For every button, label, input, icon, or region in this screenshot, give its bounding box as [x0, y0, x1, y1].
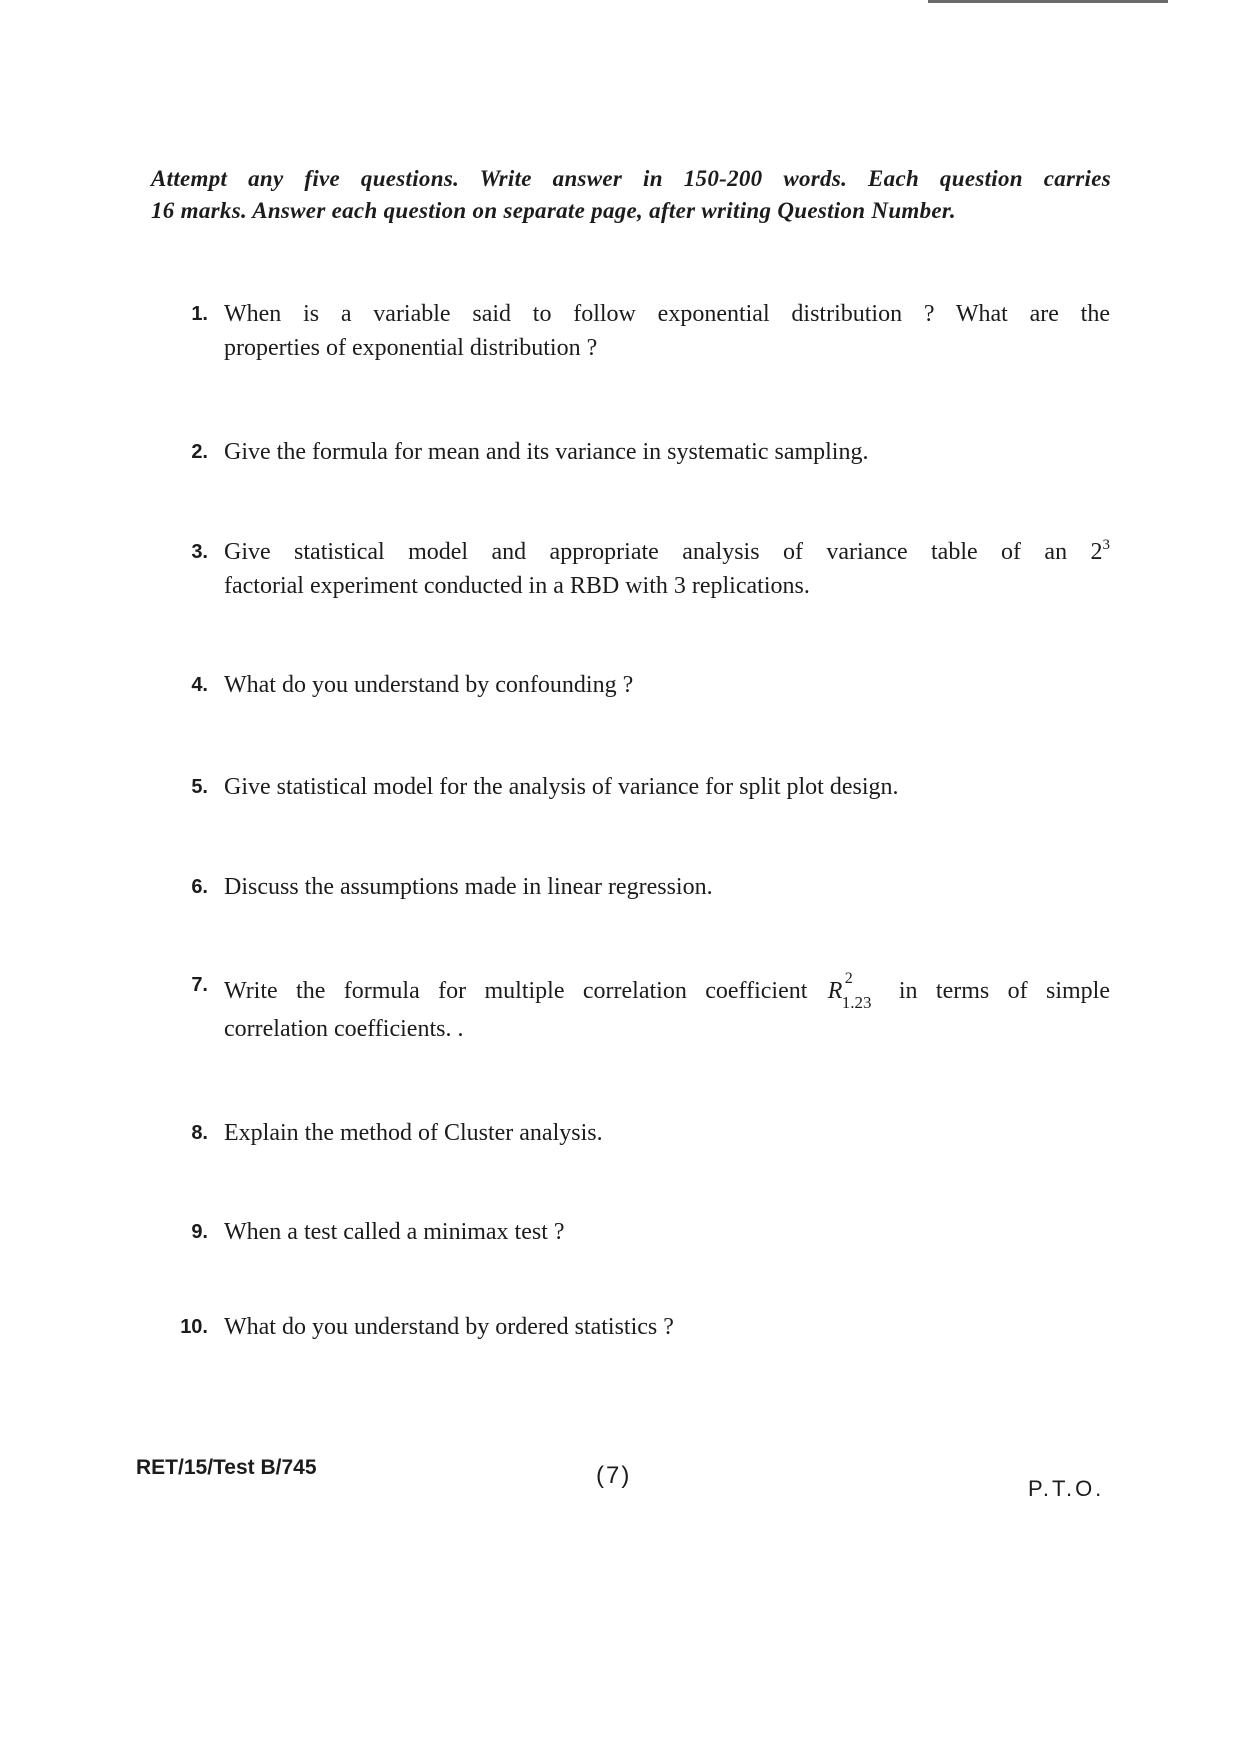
- question-text-line-2: properties of exponential distribution ?: [224, 335, 598, 361]
- symbol-superscript: 2: [844, 970, 853, 987]
- instructions-line-1: Attempt any five questions. Write answer in 150-200 words. Each question carries: [151, 166, 1111, 191]
- top-edge-rule: [928, 0, 1168, 3]
- question-text-line-1-pre: Write the formula for multiple correlation coefficient: [224, 978, 808, 1004]
- question-number: 10.: [180, 1316, 208, 1338]
- question-number: 7.: [191, 974, 208, 996]
- question-number: 3.: [191, 541, 208, 563]
- question-number: 4.: [191, 674, 208, 696]
- question-number: 8.: [191, 1122, 208, 1144]
- question-text: Discuss the assumptions made in linear regression.: [224, 874, 713, 900]
- multiple-correlation-symbol: [827, 970, 872, 1012]
- question-text-line-1-main: Give statistical model and appropriate analysis of variance table of an 2: [224, 539, 1103, 565]
- exponent: 3: [1102, 537, 1110, 553]
- question-text: What do you understand by confounding ?: [224, 672, 634, 698]
- question-text-line-1: When is a variable said to follow exponential distribution ? What are the: [224, 301, 1110, 327]
- question-text-line-2: correlation coefficients. .: [224, 1016, 464, 1042]
- instructions: [151, 163, 1111, 227]
- question-text: [224, 535, 1110, 603]
- page-number: (7): [596, 1462, 632, 1489]
- symbol-letter: R: [827, 978, 843, 1004]
- question-text: Give the formula for mean and its variance in systematic sampling.: [224, 439, 869, 465]
- question-text-line-1: [224, 972, 1110, 1010]
- question-number: 2.: [191, 441, 208, 463]
- instructions-line-2: 16 marks. Answer each question on separate page, after writing Question Number.: [151, 198, 956, 223]
- symbol-subscript: 1.23: [841, 993, 872, 1012]
- question-text-line-1-post: in terms of simple: [898, 978, 1110, 1004]
- question-text: [224, 297, 1110, 365]
- question-number: 6.: [191, 876, 208, 898]
- question-number: 1.: [191, 303, 208, 325]
- question-text: What do you understand by ordered statistics ?: [224, 1314, 674, 1340]
- question-text: Explain the method of Cluster analysis.: [224, 1120, 603, 1146]
- question-number: 5.: [191, 776, 208, 798]
- please-turn-over: P.T.O.: [1028, 1476, 1105, 1501]
- paper-code: RET/15/Test B/745: [136, 1456, 317, 1479]
- question-text-line-1: [224, 535, 1110, 569]
- question-text-line-2: factorial experiment conducted in a RBD with 3 replications.: [224, 573, 810, 599]
- question-number: 9.: [191, 1221, 208, 1243]
- question-text: Give statistical model for the analysis of variance for split plot design.: [224, 774, 899, 800]
- question-text: [224, 972, 1110, 1048]
- question-text: When a test called a minimax test ?: [224, 1219, 565, 1245]
